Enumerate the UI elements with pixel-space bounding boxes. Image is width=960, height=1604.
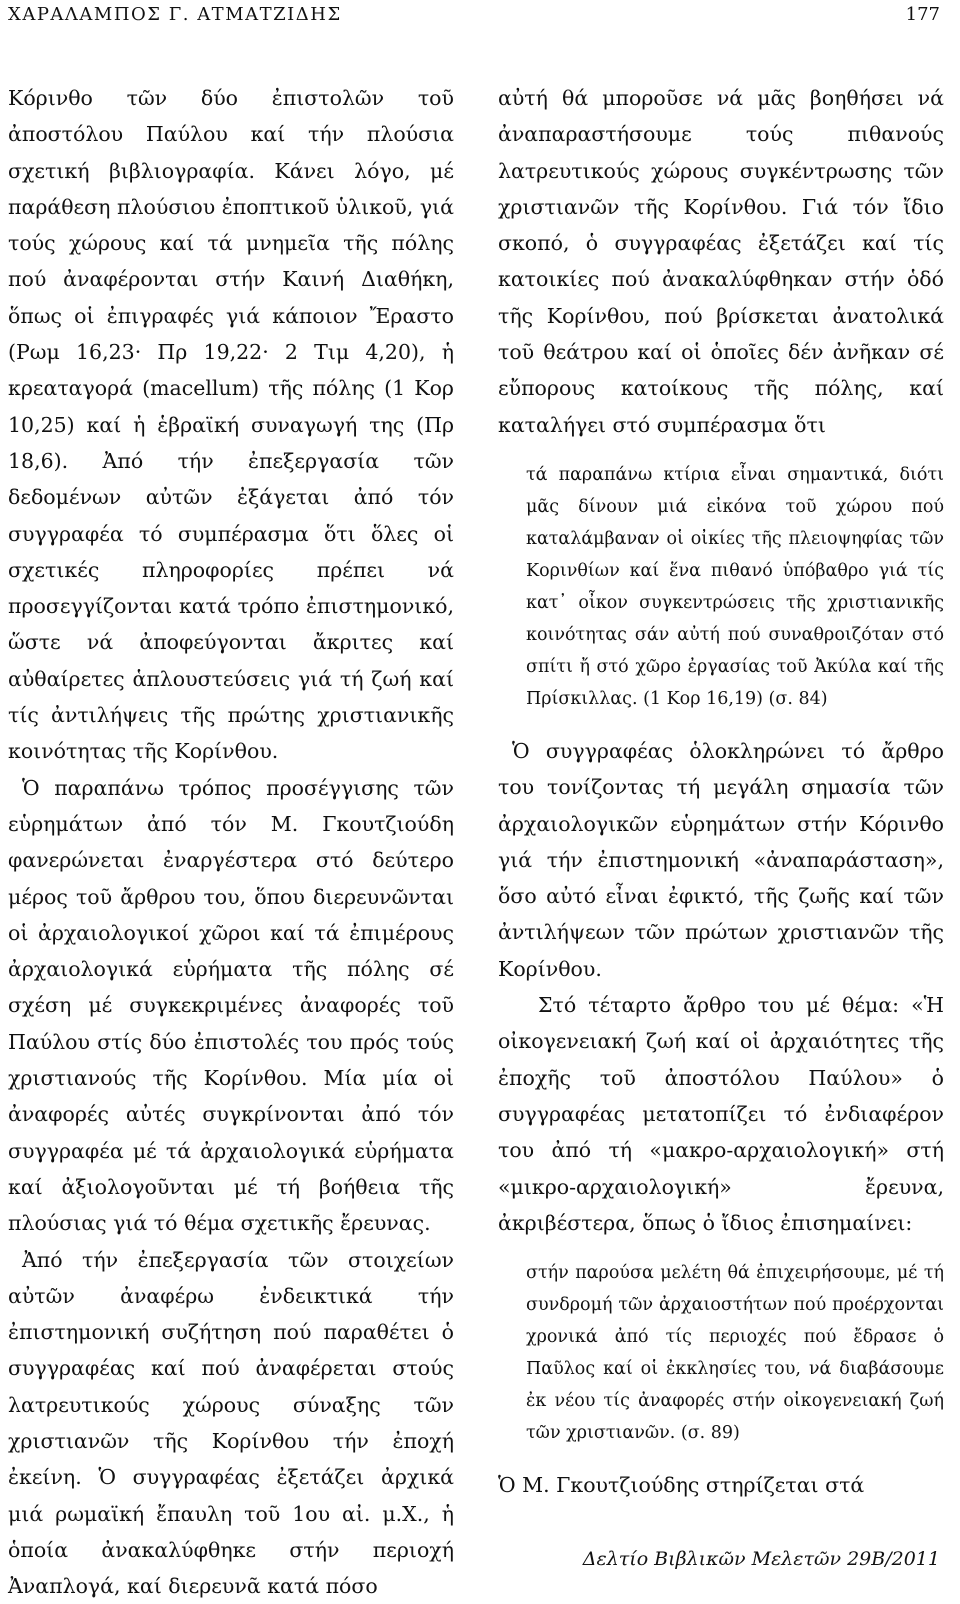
block-quote: στήν παρούσα μελέτη θά ἐπιχειρήσουμε, μέ τή συνδρομή τῶν ἀρχαιοστήτων πού προέρχονται χρονικά ἀπό τίς περιοχές πού ἔδρασε ὁ Παῦλος καί οἱ ἐκκλησίες του, νά διαβάσουμε ἐκ νέου τίς ἀναφορές στήν οἰκογενειακή ζωή τῶν χριστιανῶν. (σ. 89) <box>526 1257 944 1449</box>
page-number: 177 <box>906 4 940 25</box>
journal-footer: Δελτίο Βιβλικῶν Μελετῶν 29Β/2011 <box>583 1548 940 1570</box>
paragraph: Ὁ Μ. Γκουτζιούδης στηρίζεται στά <box>498 1467 944 1503</box>
block-quote: τά παραπάνω κτίρια εἶναι σημαντικά, διότι μᾶς δίνουν μιά εἰκόνα τοῦ χώρου πού καταλάμβαναν οἱ οἰκίες τῆς πλειοψηφίας τῶν Κορινθίων καί ἕνα πιθανό ὑπόβαθρο γιά τίς κατ᾽ οἶκον συγκεντρώσεις τῆς χριστιανικῆς κοινότητας σάν αὐτή πού συναθροιζόταν στό σπίτι ἤ στό χῶρο ἐργασίας τοῦ Ἀκύλα καί τῆς Πρίσκιλλας. (1 Κορ 16,19) (σ. 84) <box>526 459 944 715</box>
paragraph: Κόρινθο τῶν δύο ἐπιστολῶν τοῦ ἀποστόλου Παύλου καί τήν πλούσια σχετική βιβλιογραφία. Κάνει λόγο, μέ παράθεση πλούσιου ἐποπτικοῦ ὑλικοῦ, γιά τούς χώρους καί τά μνημεῖα τῆς πόλης πού ἀναφέρονται στήν Καινή Διαθήκη, ὅπως οἱ ἐπιγραφές γιά κάποιον Ἔραστο (Ρωμ 16,23· Πρ 19,22· 2 Τιμ 4,20), ἡ κρεαταγορά (macellum) τῆς πόλης (1 Κορ 10,25) καί ἡ ἑβραϊκή συναγωγή της (Πρ 18,6). Ἀπό τήν ἐπεξεργασία τῶν δεδομένων αὐτῶν ἐξάγεται ἀπό τόν συγγραφέα τό συμπέρασμα ὅτι ὅλες οἱ σχετικές πληροφορίες πρέπει νά προσεγγίζονται κατά τρόπο ἐπιστημονικό, ὥστε νά ἀποφεύγονται ἄκριτες καί αὐθαίρετες ἁπλουστεύσεις γιά τή ζωή καί τίς ἀντιλήψεις τῆς πρώτης χριστιανικῆς κοινότητας τῆς Κορίνθου. <box>8 80 454 770</box>
paragraph: Ὁ παραπάνω τρόπος προσέγγισης τῶν εὑρημάτων ἀπό τόν Μ. Γκουτζιούδη φανερώνεται ἐναργέστερα στό δεύτερο μέρος τοῦ ἄρθρου του, ὅπου διερευνῶνται οἱ ἀρχαιολογικοί χῶροι καί τά ἐπιμέρους ἀρχαιολογικά εὑρήματα τῆς πόλης σέ σχέση μέ συγκεκριμένες ἀναφορές τοῦ Παύλου στίς δύο ἐπιστολές του πρός τούς χριστιανούς τῆς Κορίνθου. Μία μία οἱ ἀναφορές αὐτές συγκρίνονται ἀπό τόν συγγραφέα μέ τά ἀρχαιολογικά εὑρήματα καί ἀξιολογοῦνται μέ τή βοήθεια τῆς πλούσιας γιά τό θέμα σχετικῆς ἔρευνας. <box>8 770 454 1242</box>
right-column <box>498 80 944 1503</box>
paragraph: Ἀπό τήν ἐπεξεργασία τῶν στοιχείων αὐτῶν ἀναφέρω ἐνδεικτικά τήν ἐπιστημονική συζήτηση πού παραθέτει ὁ συγγραφέας καί πού ἀναφέρεται στούς λατρευτικούς χώρους σύναξης τῶν χριστιανῶν τῆς Κορίνθου τήν ἐποχή ἐκείνη. Ὁ συγγραφέας ἐξετάζει ἀρχικά μιά ρωμαϊκή ἔπαυλη τοῦ 1ου αἰ. μ.Χ., ἡ ὁποία ἀνακαλύφθηκε στήν περιοχή Ἀναπλογά, καί διερευνᾶ κατά πόσο <box>8 1242 454 1604</box>
paragraph: αὐτή θά μποροῦσε νά μᾶς βοηθήσει νά ἀναπαραστήσουμε τούς πιθανούς λατρευτικούς χώρους συγκέντρωσης τῶν χριστιανῶν τῆς Κορίνθου. Γιά τόν ἴδιο σκοπό, ὁ συγγραφέας ἐξετάζει καί τίς κατοικίες πού ἀνακαλύφθηκαν στήν ὁδό τῆς Κορίνθου, πού βρίσκεται ἀνατολικά τοῦ θεάτρου καί οἱ ὁποῖες δέν ἀνῆκαν σέ εὔπορους κατοίκους τῆς πόλης, καί καταλήγει στό συμπέρασμα ὅτι <box>498 80 944 443</box>
paragraph: Ὁ συγγραφέας ὁλοκληρώνει τό ἄρθρο του τονίζοντας τή μεγάλη σημασία τῶν ἀρχαιολογικῶν εὑρημάτων στήν Κόρινθο γιά τήν ἐπιστημονική «ἀναπαράσταση», ὅσο αὐτό εἶναι ἐφικτό, τῆς ζωῆς καί τῶν ἀντιλήψεων τῶν πρώτων χριστιανῶν τῆς Κορίνθου. <box>498 733 944 987</box>
left-column <box>8 80 454 1604</box>
paragraph: Στό τέταρτο ἄρθρο του μέ θέμα: «Ἡ οἰκογενειακή ζωή καί οἱ ἀρχαιότητες τῆς ἐποχῆς τοῦ ἀποστόλου Παύλου» ὁ συγγραφέας μετατοπίζει τό ἐνδιαφέρον του ἀπό τή «μακρο-αρχαιολογική» στή «μικρο-αρχαιολογική» ἔρευνα, ἀκριβέστερα, ὅπως ὁ ἴδιος ἐπισημαίνει: <box>498 987 944 1241</box>
running-header-author: ΧΑΡΑΛΑΜΠΟΣ Γ. ΑΤΜΑΤΖΙΔΗΣ <box>8 4 342 25</box>
